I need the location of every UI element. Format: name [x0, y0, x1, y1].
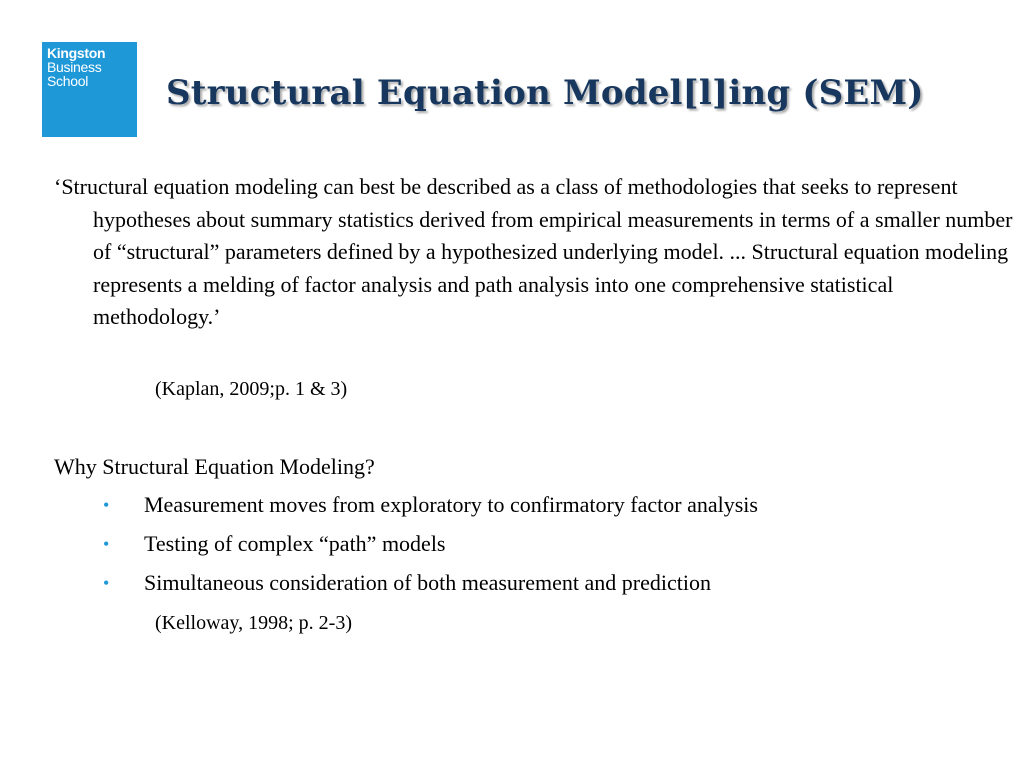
slide-title: Structural Equation Model[l]ing (SEM)	[166, 73, 924, 113]
logo-line-school: School	[47, 73, 89, 89]
logo-line-business: Business	[47, 59, 102, 75]
list-item-text: Measurement moves from exploratory to confirmatory factor analysis	[144, 492, 758, 517]
list-item	[100, 489, 758, 528]
list-item	[100, 567, 758, 606]
bullet-icon: •	[103, 573, 110, 593]
list-item-text: Testing of complex “path” models	[144, 531, 446, 556]
reasons-list	[100, 489, 758, 606]
kingston-business-school-logo	[42, 42, 137, 137]
why-sem-heading: Why Structural Equation Modeling?	[54, 454, 375, 479]
list-item-text: Simultaneous consideration of both measurement and prediction	[144, 570, 711, 595]
kaplan-quote: ‘Structural equation modeling can best be described as a class of methodologies that seeks to represent hypotheses about summary statistics derived from empirical measurements in terms of a smaller number of “structural” parameters defined by a hypothesized underlying model. ... Structural equation modeling represents a melding of factor analysis and path analysis into one comprehensive statistical methodology.’	[54, 174, 1013, 329]
kelloway-citation: (Kelloway, 1998; p. 2-3)	[155, 612, 352, 634]
logo-line-kingston: Kingston	[47, 45, 106, 61]
kaplan-citation: (Kaplan, 2009;p. 1 & 3)	[155, 378, 348, 400]
bullet-icon: •	[103, 495, 110, 515]
list-item	[100, 528, 758, 567]
bullet-icon: •	[103, 534, 110, 554]
